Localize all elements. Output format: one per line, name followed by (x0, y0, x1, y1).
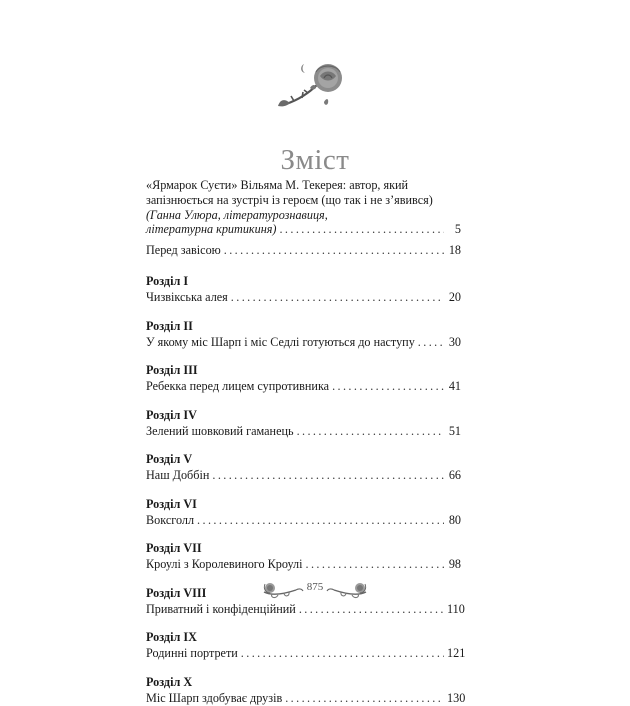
toc-prelude-entry (146, 243, 461, 258)
chapter-heading: Розділ III (146, 363, 198, 378)
chapter-page-number: 121 (447, 646, 466, 661)
chapter-row (146, 513, 461, 528)
dot-leader (224, 243, 444, 258)
chapter-title: У якому міс Шарп і міс Седлі готуються до наступу (146, 334, 415, 349)
chapter-page-number: 98 (448, 557, 461, 572)
dot-leader (231, 290, 444, 305)
chapter-page-number: 80 (448, 512, 461, 527)
dot-leader (418, 335, 444, 350)
toc-intro-entry (146, 178, 461, 237)
toc-chapter-1 (146, 274, 461, 305)
dot-leader (285, 691, 444, 706)
toc-chapter-5 (146, 452, 461, 483)
toc-chapter-6 (146, 497, 461, 528)
chapter-heading: Розділ IV (146, 407, 197, 422)
chapter-title: Міс Шарп здобуває друзів (146, 690, 283, 705)
toc-chapter-10 (146, 674, 466, 706)
chapter-row (146, 557, 461, 572)
chapter-page-number: 41 (448, 379, 461, 394)
chapter-row (146, 290, 461, 305)
chapter-row (146, 646, 466, 661)
page-number: 875 (306, 581, 324, 593)
table-of-contents (146, 178, 466, 706)
dot-leader (299, 602, 444, 617)
dot-leader (241, 646, 444, 661)
dot-leader (297, 424, 444, 439)
chapter-heading: Розділ IX (146, 630, 197, 645)
chapter-row (146, 468, 461, 483)
chapter-heading: Розділ II (146, 318, 193, 333)
page-title: Зміст (280, 144, 350, 176)
chapter-heading: Розділ VI (146, 496, 197, 511)
chapter-heading: Розділ I (146, 274, 189, 289)
dot-leader (197, 513, 444, 528)
toc-chapter-2 (146, 319, 461, 350)
chapter-title: Воксголл (146, 512, 195, 527)
intro-author-line-2-row (146, 222, 461, 237)
intro-author-line-1: (Ганна Улюра, літературознавиця, (146, 207, 328, 222)
chapter-page-number: 30 (448, 334, 461, 349)
chapter-page-number: 51 (448, 423, 461, 438)
dot-leader (332, 379, 444, 394)
prelude-page-number: 18 (448, 243, 461, 258)
dot-leader (279, 222, 444, 237)
toc-chapter-4 (146, 408, 461, 439)
intro-title-line-2: запізнюється на зустріч із героєм (що так і не з’явився) (146, 192, 433, 207)
chapter-row (146, 601, 465, 617)
chapter-heading: Розділ X (146, 674, 193, 689)
chapter-heading: Розділ VIII (146, 585, 207, 600)
chapter-page-number: 130 (447, 690, 466, 705)
rose-ornament-icon (326, 580, 368, 600)
chapter-title: Зелений шовковий гаманець (146, 423, 294, 438)
page-footer (0, 578, 630, 602)
dot-leader (306, 557, 444, 572)
chapter-title: Родинні портрети (146, 646, 238, 661)
intro-title-line-1: «Ярмарок Суєти» Вільяма М. Текерея: автор, який (146, 178, 409, 192)
chapter-heading: Розділ V (146, 452, 193, 467)
chapter-row (146, 335, 461, 350)
rose-ornament-icon (278, 60, 352, 114)
chapter-heading: Розділ VII (146, 541, 202, 556)
intro-page-number: 5 (454, 222, 461, 237)
chapter-page-number: 110 (447, 601, 465, 616)
dot-leader (212, 468, 444, 483)
chapter-row (146, 424, 461, 439)
chapter-title: Кроулі з Королевиного Кроулі (146, 557, 303, 572)
chapter-row (146, 379, 461, 394)
chapter-title: Приватний і конфіденційний (146, 601, 296, 616)
chapter-row (146, 690, 466, 706)
toc-chapter-3 (146, 363, 461, 394)
intro-author-line-2: літературна критикиня) (146, 222, 277, 237)
chapter-title: Ребекка перед лицем супротивника (146, 379, 330, 394)
chapter-title: Наш Доббін (146, 468, 210, 483)
toc-chapter-7 (146, 541, 461, 572)
prelude-title: Перед завісою (146, 243, 221, 258)
chapter-title: Чизвікська алея (146, 290, 228, 305)
chapter-page-number: 20 (448, 290, 461, 305)
chapter-page-number: 66 (448, 468, 461, 483)
toc-chapter-9 (146, 630, 466, 661)
